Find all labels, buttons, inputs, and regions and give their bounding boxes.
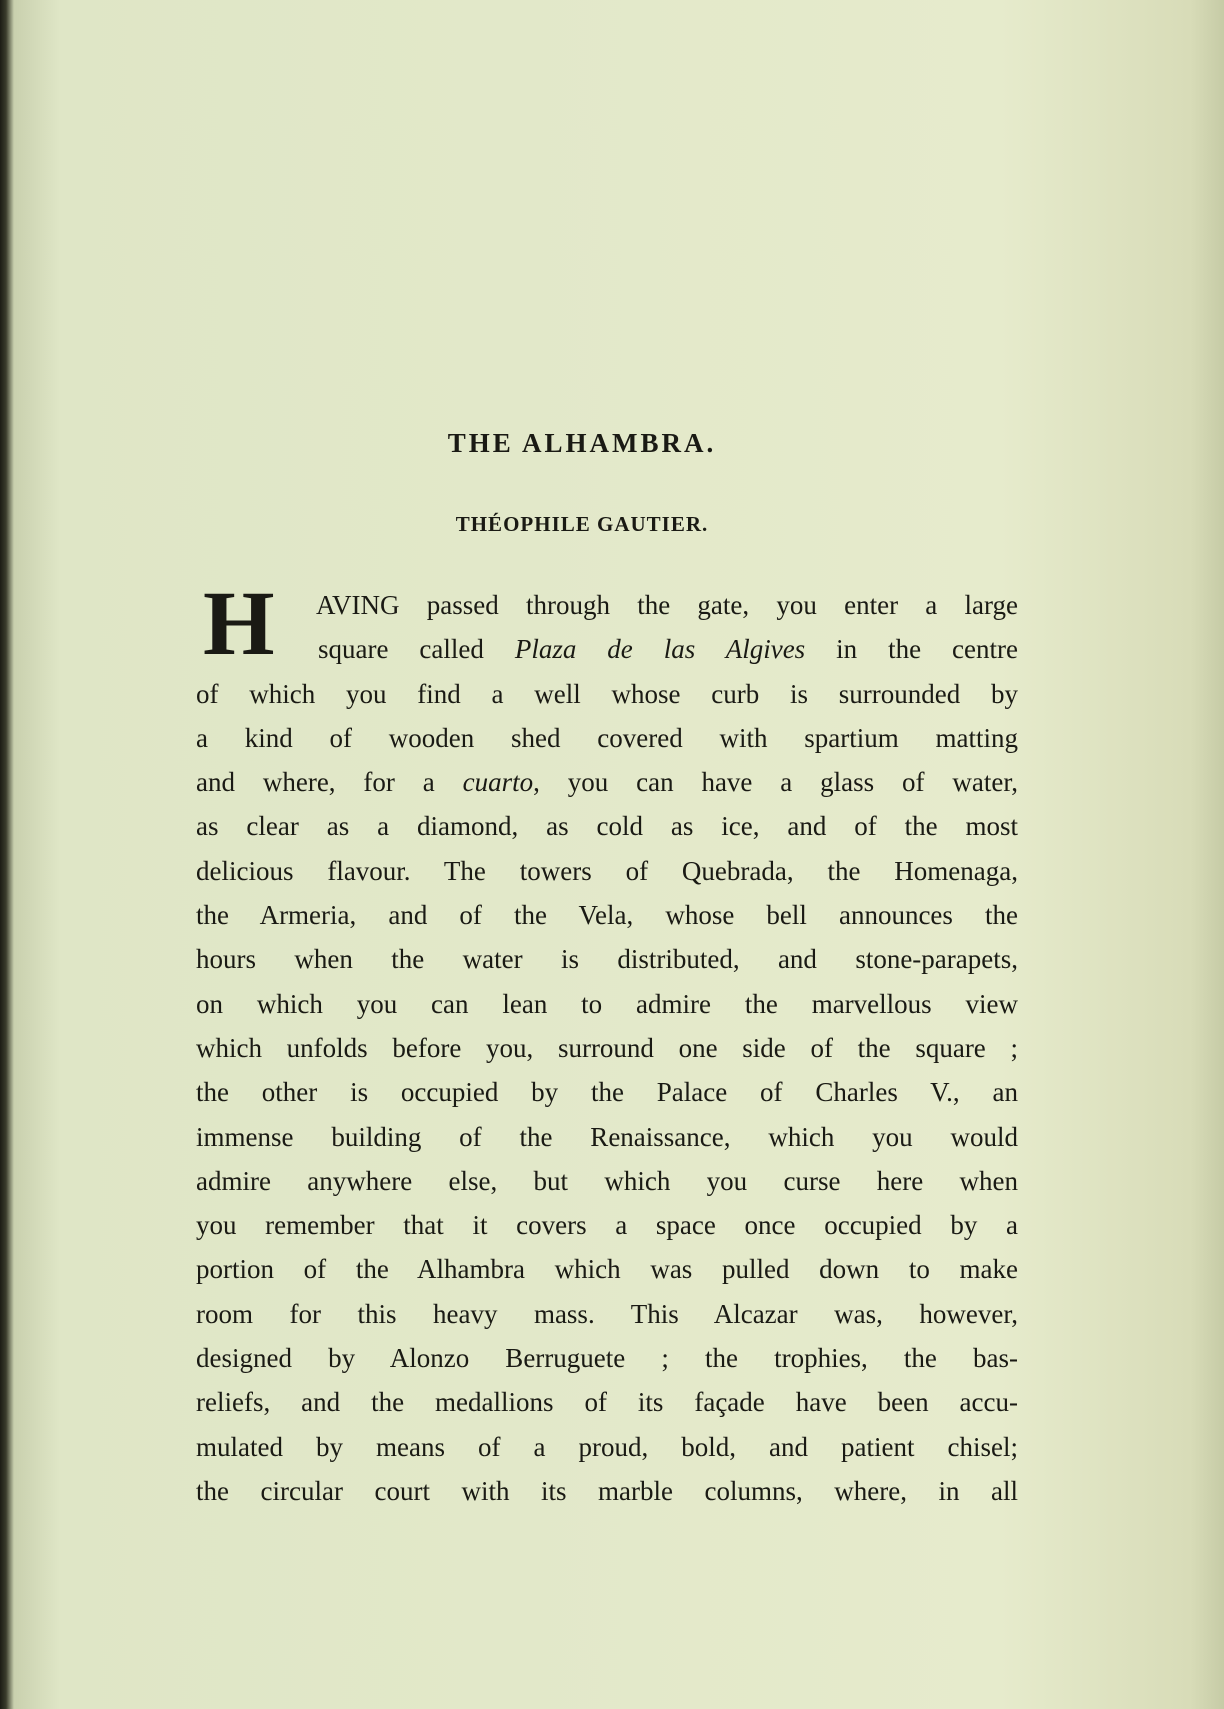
text-line: the Armeria, and of the Vela, whose bell announces the <box>196 900 1018 931</box>
text-line: you remember that it covers a space once occupied by a <box>196 1210 1018 1241</box>
text-line: designed by Alonzo Berruguete ; the trophies, the bas- <box>196 1343 1018 1374</box>
text-line: delicious flavour. The towers of Quebrada, the Homenaga, <box>196 855 1018 886</box>
text-line: hours when the water is distributed, and stone-parapets, <box>196 944 1018 975</box>
text-line: room for this heavy mass. This Alcazar was, however, <box>196 1298 1018 1329</box>
text-line: of which you find a well whose curb is surrounded by <box>196 678 1018 709</box>
text-line: the circular court with its marble columns, where, in all <box>196 1475 1018 1506</box>
body-text <box>196 572 1019 1513</box>
text-line: portion of the Alhambra which was pulled down to make <box>196 1254 1018 1285</box>
text-line: the other is occupied by the Palace of Charles V., an <box>196 1077 1018 1108</box>
text-line: immense building of the Renaissance, which you would <box>196 1121 1018 1152</box>
text-line: which unfolds before you, surround one side of the square ; <box>196 1032 1018 1063</box>
drop-cap: H <box>203 572 275 674</box>
text-line: AVING passed through the gate, you enter a large <box>316 590 1018 620</box>
author-name: THÉOPHILE GAUTIER. <box>455 512 709 536</box>
text-line: mulated by means of a proud, bold, and patient chisel; <box>196 1431 1018 1462</box>
text-line: on which you can lean to admire the marvellous view <box>196 988 1018 1019</box>
text-line: reliefs, and the medallions of its façade have been accu- <box>196 1387 1018 1418</box>
text-line: admire anywhere else, but which you curse here when <box>196 1165 1018 1196</box>
text-line: square called Plaza de las Algives in the centre <box>318 634 1019 665</box>
chapter-title: THE ALHAMBRA. <box>447 428 717 458</box>
text-line: as clear as a diamond, as cold as ice, and of the most <box>196 811 1018 842</box>
text-line: a kind of wooden shed covered with spartium matting <box>196 722 1018 753</box>
text-line: and where, for a cuarto, you can have a glass of water, <box>196 767 1018 798</box>
